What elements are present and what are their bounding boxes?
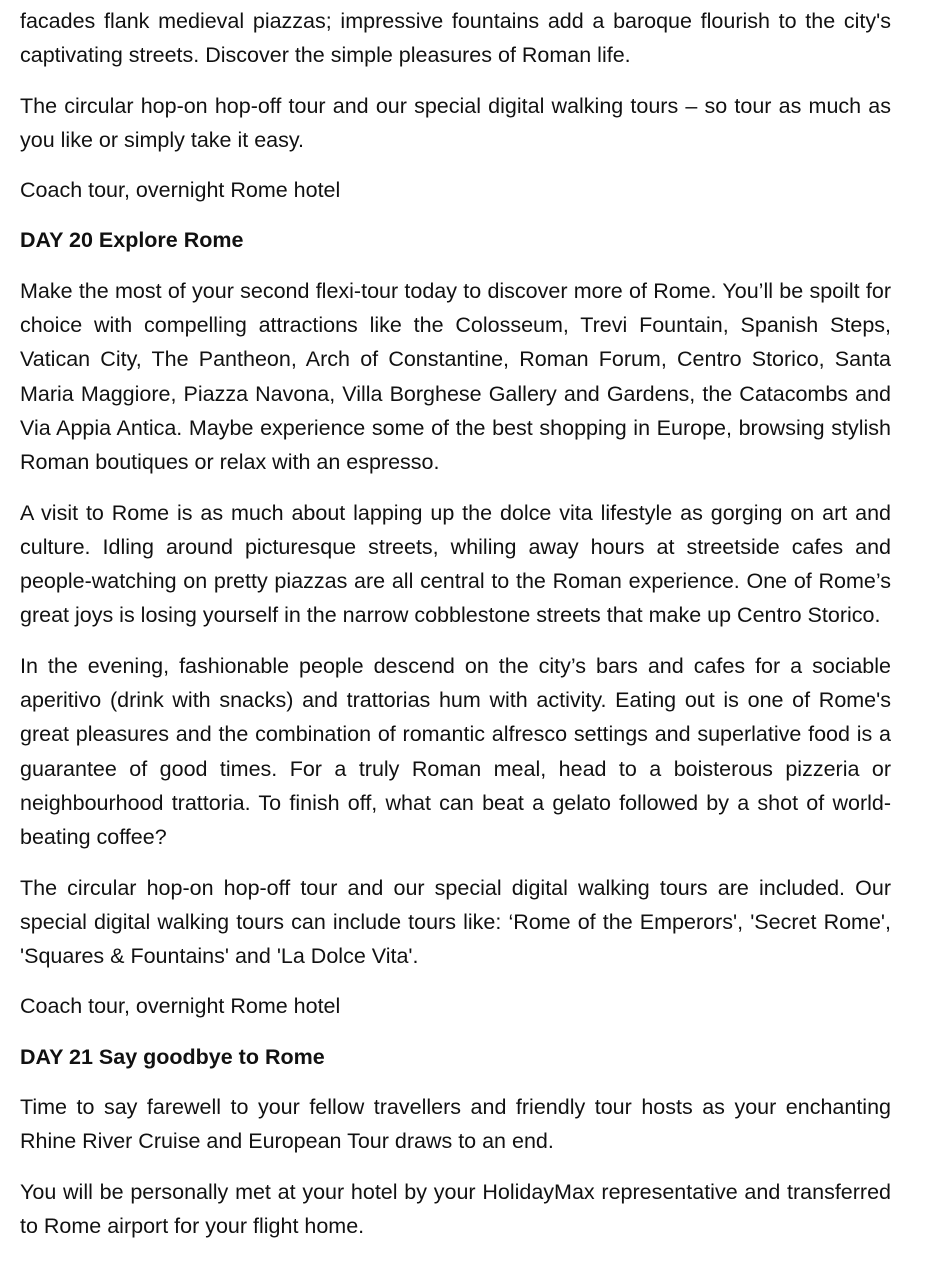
paragraph-rome-intro-end: facades flank medieval piazzas; impressive fountains add a baroque flourish to the city's captivating streets. Discover the simple pleasures of Roman life.	[20, 9, 891, 68]
paragraph-day20-tours: The circular hop-on hop-off tour and our special digital walking tours are included. Our special digital walking tours can include tours like: ‘Rome of the Emperors', 'Secret Rome', 'Squares & Fountains' and 'La Dolce Vita'.	[20, 875, 891, 969]
paragraph-day20-evening: In the evening, fashionable people descend on the city’s bars and cafes for a sociable aperitivo (drink with snacks) and trattorias hum with activity. Eating out is one of Rome's great pleasures and the combination of romantic alfresco settings and superlative food is a guarantee of good times. For a truly Roman meal, head to a boisterous pizzeria or neighbourhood trattoria. To finish off, what can beat a gelato followed by a shot of world-beating coffee?	[20, 653, 891, 850]
paragraph-day20-dolce-vita: A visit to Rome is as much about lapping up the dolce vita lifestyle as gorging on art and culture. Idling around picturesque streets, whiling away hours at streetside cafes and people-watching on pretty piazzas are all central to the Roman experience. One of Rome’s great joys is losing yourself in the narrow cobblestone streets that make up Centro Storico.	[20, 500, 891, 628]
day20-heading: DAY 20 Explore Rome	[20, 228, 244, 253]
day21-heading: DAY 21 Say goodbye to Rome	[20, 1044, 325, 1069]
document-body	[20, 4, 891, 1259]
day20-accommodation-note: Coach tour, overnight Rome hotel	[20, 994, 341, 1019]
paragraph-day19-tours: The circular hop-on hop-off tour and our special digital walking tours – so tour as much as you like or simply take it easy.	[20, 93, 891, 152]
paragraph-day21-transfer: You will be personally met at your hotel by your HolidayMax representative and transferred to Rome airport for your flight home.	[20, 1179, 891, 1238]
paragraph-day21-farewell: Time to say farewell to your fellow travellers and friendly tour hosts as your enchanting Rhine River Cruise and European Tour draws to an end.	[20, 1095, 891, 1154]
paragraph-day20-attractions: Make the most of your second flexi-tour today to discover more of Rome. You’ll be spoilt for choice with compelling attractions like the Colosseum, Trevi Fountain, Spanish Steps, Vatican City, The Pantheon, Arch of Constantine, Roman Forum, Centro Storico, Santa Maria Maggiore, Piazza Navona, Villa Borghese Gallery and Gardens, the Catacombs and Via Appia Antica. Maybe experience some of the best shopping in Europe, browsing stylish Roman boutiques or relax with an espresso.	[20, 278, 891, 475]
day19-accommodation-note: Coach tour, overnight Rome hotel	[20, 178, 341, 203]
